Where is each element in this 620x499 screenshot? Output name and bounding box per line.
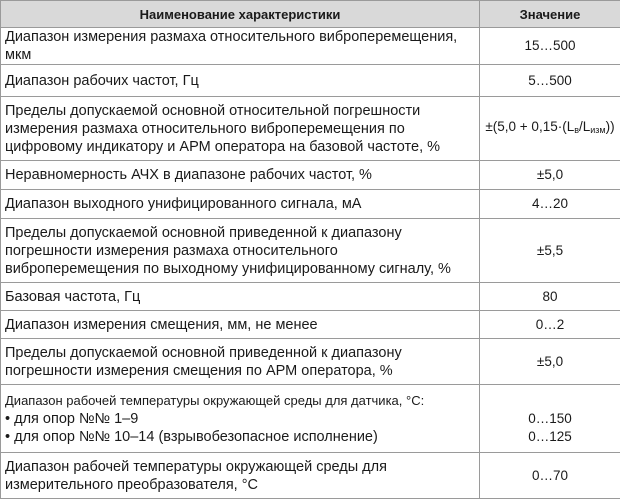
row-name: Пределы допускаемой основной относительной погрешности измерения размаха относительного виброперемещения по цифровому индикатору и АРМ оператора на базовой частоте, % (1, 97, 480, 161)
row-value: 80 (480, 283, 620, 311)
row-name: Пределы допускаемой основной приведенной к диапазону погрешности измерения смещения по АРМ оператора, % (1, 339, 480, 385)
row-name: Диапазон измерения смещения, мм, не менее (1, 311, 480, 339)
row-name (1, 385, 480, 453)
value-suffix: )) (606, 119, 615, 134)
row-value-item: 0…150 (484, 410, 616, 428)
row-value: 4…20 (480, 190, 620, 219)
row-value (480, 97, 620, 161)
table-row (1, 219, 620, 283)
table-row (1, 385, 620, 453)
table-row (1, 283, 620, 311)
row-value-item: 0…125 (484, 428, 616, 446)
table-row (1, 339, 620, 385)
table-row (1, 453, 620, 499)
row-name: Базовая частота, Гц (1, 283, 480, 311)
row-value: 0…2 (480, 311, 620, 339)
row-value: 5…500 (480, 65, 620, 97)
value-prefix: ±(5,0 + 0,15·(L (485, 119, 574, 134)
list-item: • для опор №№ 10–14 (взрывобезопасное исполнение) (5, 428, 475, 446)
header-name: Наименование характеристики (1, 1, 480, 28)
row-name: Диапазон выходного унифицированного сигнала, мА (1, 190, 480, 219)
row-name: Пределы допускаемой основной приведенной к диапазону погрешности измерения размаха относительного виброперемещения по выходному унифицированному сигналу, % (1, 219, 480, 283)
row-value: 15…500 (480, 28, 620, 65)
row-value: ±5,0 (480, 339, 620, 385)
row-name: Диапазон измерения размаха относительного виброперемещения, мкм (1, 28, 480, 65)
value-mid: /L (579, 119, 590, 134)
value-subscript: в (574, 125, 579, 135)
table-row (1, 311, 620, 339)
value-subscript: изм (590, 125, 605, 135)
row-name: Неравномерность АЧХ в диапазоне рабочих частот, % (1, 161, 480, 190)
table-row (1, 161, 620, 190)
row-name: Диапазон рабочей температуры окружающей среды для измерительного преобразователя, °С (1, 453, 480, 499)
row-value: 0…70 (480, 453, 620, 499)
row-value (480, 385, 620, 453)
header-value: Значение (480, 1, 620, 28)
row-value: ±5,0 (480, 161, 620, 190)
row-name-heading: Диапазон рабочей температуры окружающей среды для датчика, °С: (5, 392, 475, 410)
table-row (1, 97, 620, 161)
row-name: Диапазон рабочих частот, Гц (1, 65, 480, 97)
table-row (1, 65, 620, 97)
table-header-row (1, 1, 620, 28)
row-value: ±5,5 (480, 219, 620, 283)
table-row (1, 28, 620, 65)
list-item: • для опор №№ 1–9 (5, 410, 475, 428)
table-row (1, 190, 620, 219)
